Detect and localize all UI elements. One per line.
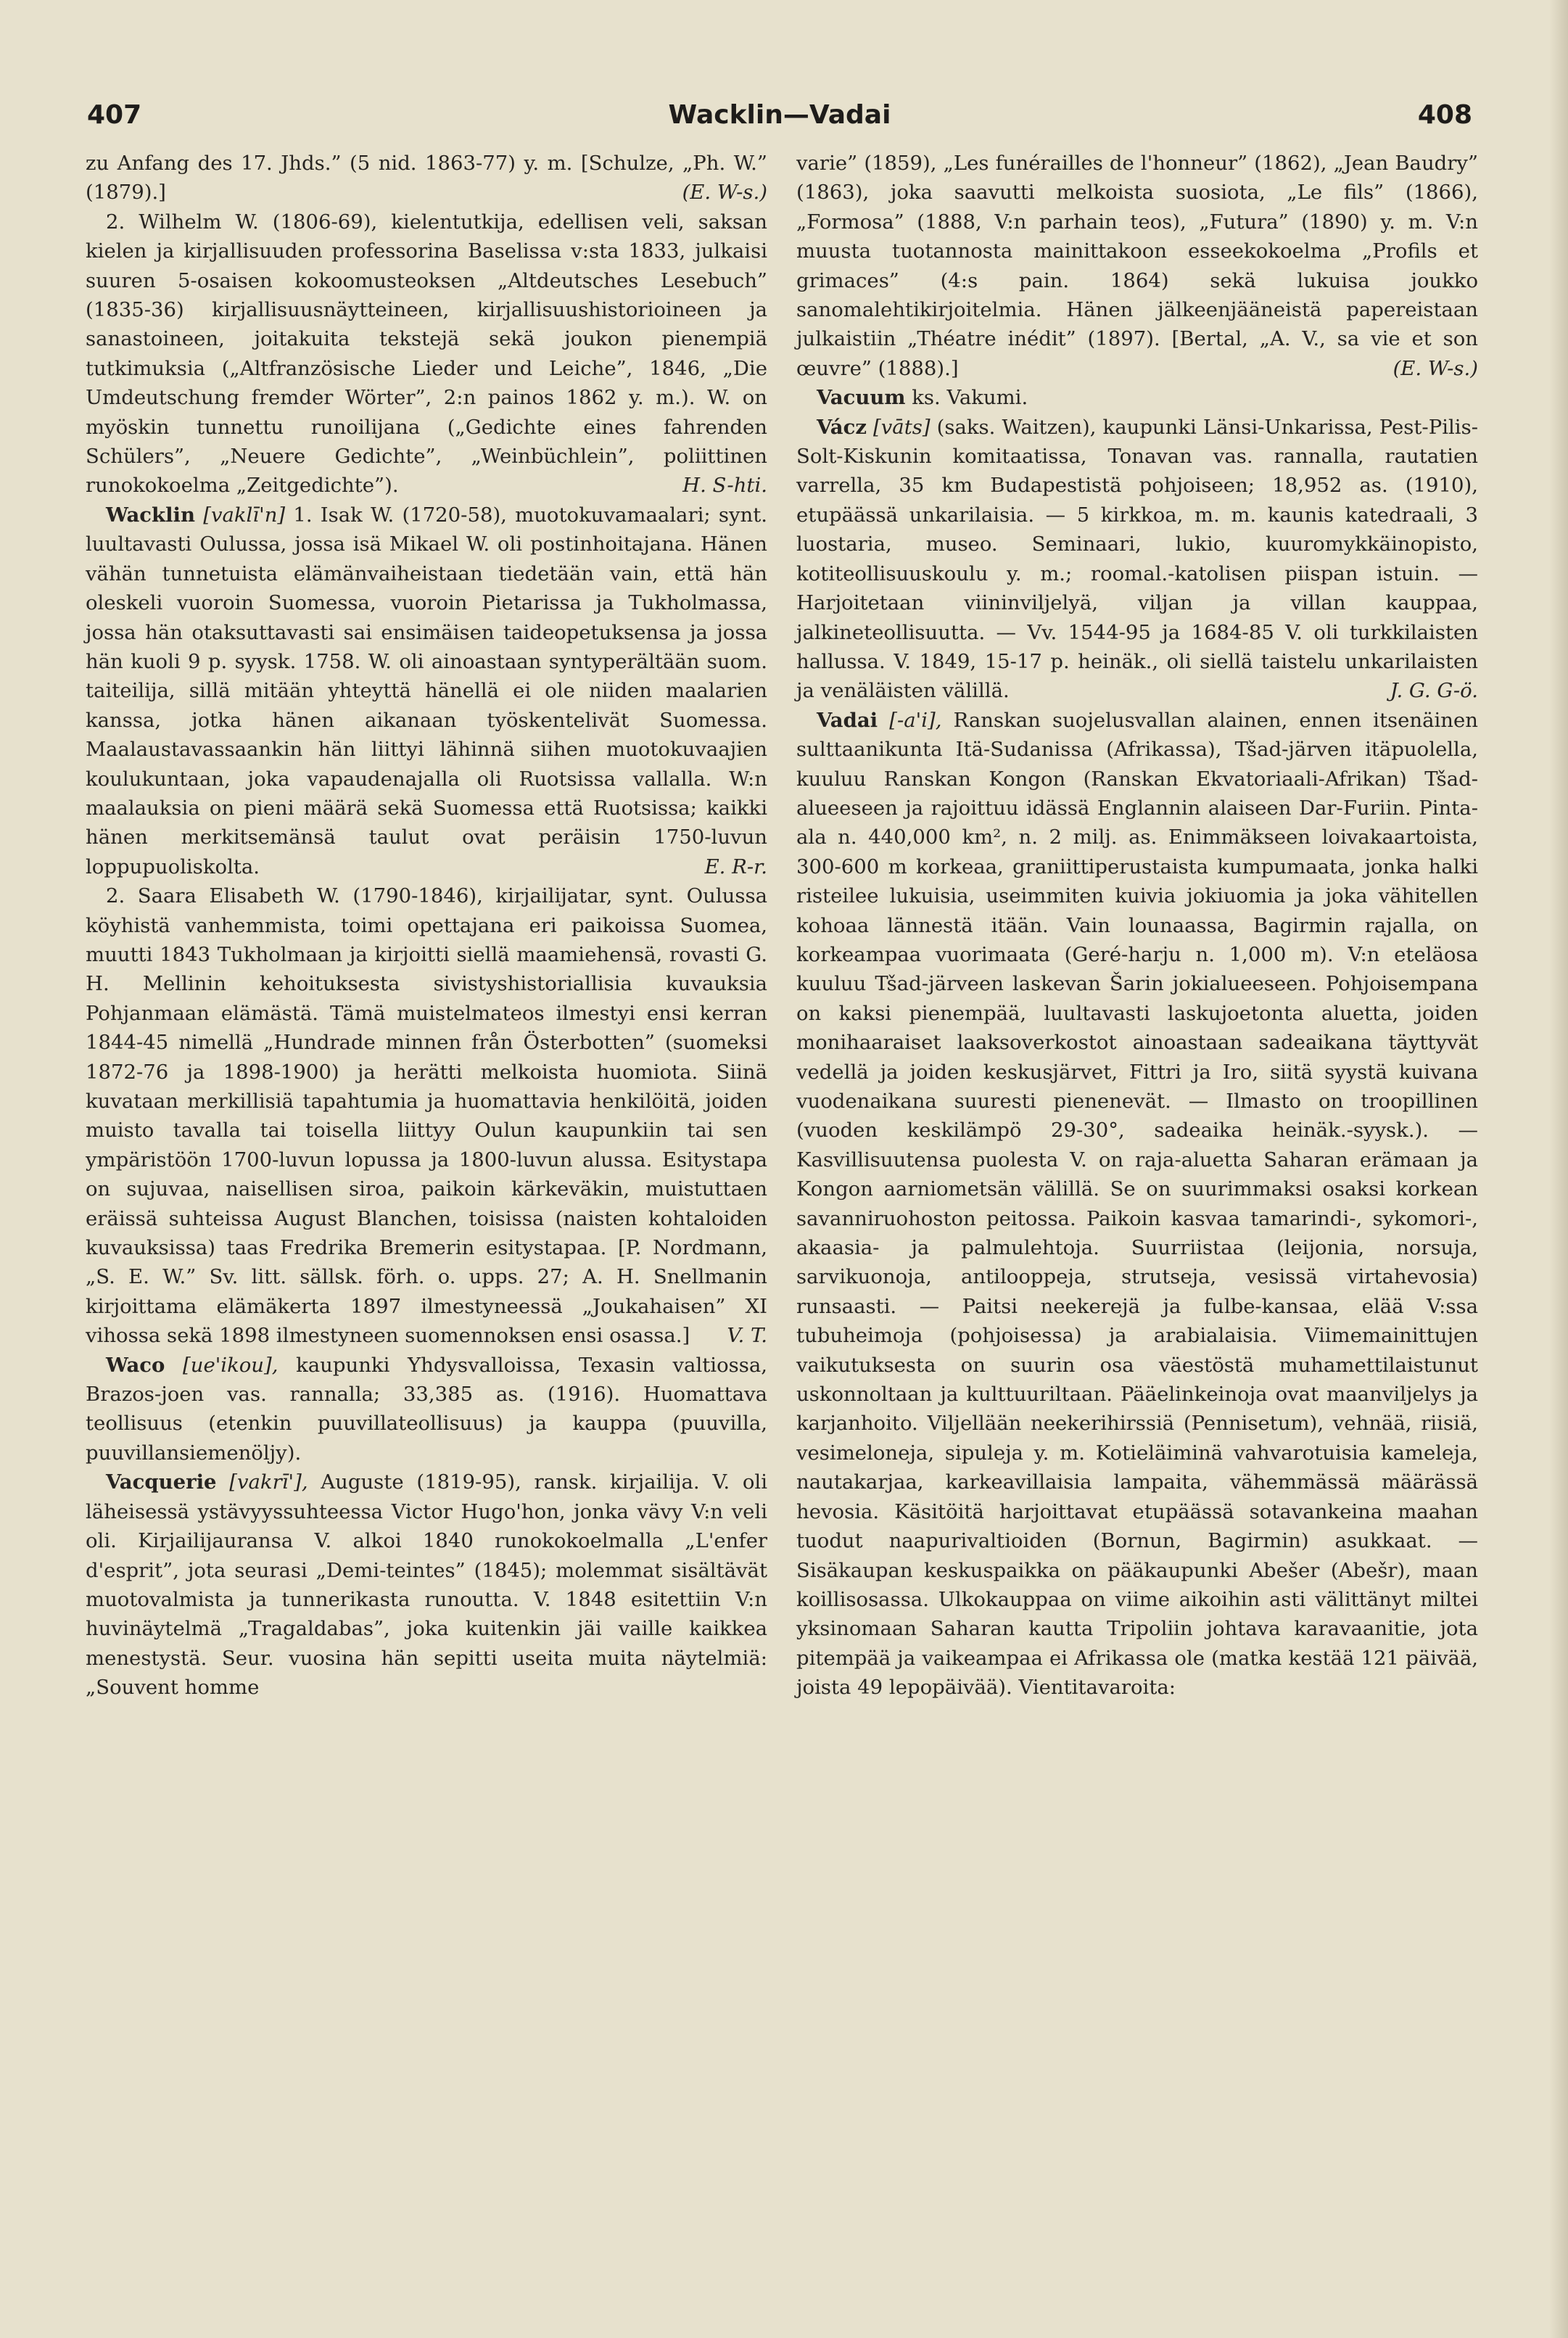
entry-pronunciation: [vakrī'], — [229, 1470, 308, 1494]
entry-signature: (E. W-s.) — [1392, 356, 1478, 380]
right-column — [796, 149, 1478, 1703]
entry-pronunciation: [-a'i], — [889, 708, 942, 732]
entry-paragraph — [86, 207, 767, 501]
entry-paragraph — [796, 706, 1478, 1703]
entry-pronunciation: [vaklī'n] — [203, 503, 286, 527]
entry-signature: J. G. G-ö. — [1390, 679, 1478, 703]
left-column — [86, 149, 767, 1703]
entry-signature: V. T. — [727, 1324, 767, 1348]
entry-paragraph — [796, 383, 1478, 412]
entry-paragraph — [86, 149, 767, 207]
page-header — [87, 93, 1472, 133]
entry-headword: Vácz — [817, 415, 867, 439]
entry-pronunciation: [ue'ikou], — [183, 1353, 278, 1377]
entry-signature: E. R-r. — [704, 855, 767, 878]
entry-paragraph — [86, 501, 767, 881]
right-page-number: 408 — [1417, 100, 1472, 130]
entry-paragraph — [86, 1468, 767, 1702]
entry-text: ks. Vakumi. — [912, 386, 1028, 410]
entry-text: (saks. Waitzen), kaupunki Länsi-Unkarissa, Pest-Pilis-Solt-Kiskunin komitaatissa, Tonavan vas. rannalla, rautatien varrella, 35 km Budapestistä pohjoiseen; 18,952 as. (1910), etupäässä unkarilaisia. — 5 kirkkoa, m. m. kaunis katedraali, 3 luostaria, museo. Seminaari, lukio, kuuromykkäinopisto, kotiteollisuuskoulu y. m.; roomal.-katolisen piispan istuin. — Harjoitetaan viininviljelyä, viljan ja villan kauppaa, jalkineteollisuutta. — Vv. 1544-95 ja 1684-85 V. oli turkkilaisten hallussa. V. 1849, 15-17 p. heinäk., oli siellä taistelu unkarilaisten ja venäläisten välillä. — [796, 415, 1478, 703]
entry-paragraph — [796, 149, 1478, 383]
entry-signature: H. S-hti. — [682, 474, 767, 498]
page-edge-shadow — [1549, 0, 1568, 2338]
entry-headword: Waco — [106, 1353, 165, 1377]
entry-pronunciation: [vāts] — [873, 415, 931, 439]
entry-text: varie” (1859), „Les funérailles de l'honneur” (1862), „Jean Baudry” (1863), joka saavutti melkoista suosiota, „Le fils” (1866), „Formosa” (1888, V:n parhain teos), „Futura” (1890) y. m. V:n muusta tuotannosta mainittakoon esseekokoelma „Profils et grimaces” (4:s pain. 1864) sekä lukuisa joukko sanomalehtikirjoitelmia. Hänen jälkeenjääneistä papereistaan julkaistiin „Théatre inédit” (1897). [Bertal, „A. V., sa vie et son œuvre” (1888).] — [796, 152, 1478, 380]
entry-headword: Vacuum — [817, 386, 906, 410]
entry-text: zu Anfang des 17. Jhds.” (5 nid. 1863-77) y. m. [Schulze, „Ph. W.” (1879).] — [86, 152, 767, 205]
entry-paragraph — [796, 413, 1478, 706]
entry-text: kaupunki Yhdysvalloissa, Texasin valtiossa, Brazos-joen vas. rannalla; 33,385 as. (1916). Huomattava teollisuus (etenkin puuvillateollisuus) ja kauppa (puuvilla, puuvillansiemenöljy). — [86, 1353, 768, 1465]
running-title: Wacklin—Vadai — [668, 100, 891, 130]
entry-headword: Vacquerie — [106, 1470, 217, 1494]
entry-headword: Wacklin — [106, 503, 195, 527]
entry-headword: Vadai — [817, 708, 878, 732]
entry-text: Auguste (1819-95), ransk. kirjailija. V. oli läheisessä ystävyyssuhteessa Victor Hugo'hon, jonka vävy V:n veli oli. Kirjailijauransa V. alkoi 1840 runokokoelmalla „L'enfer d'esprit”, jota seurasi „Demi-teintes” (1845); molemmat sisältävät muotovalmista ja tunnerikasta runoutta. V. 1848 esitettiin V:n huvinäytelmä „Tragaldabas”, joka kuitenkin jäi vaille kaikkea menestystä. Seur. vuosina hän sepitti useita muita näytelmiä: „Souvent homme — [86, 1470, 767, 1700]
entry-text: Ranskan suojelusvallan alainen, ennen itsenäinen sulttaanikunta Itä-Sudanissa (Afrikassa), Tšad-järven itäpuolella, kuuluu Ranskan Kongon (Ranskan Ekvatoriaali-Afrikan) Tšad-alueeseen ja rajoittuu idässä Englannin alaiseen Dar-Furiin. Pinta-ala n. 440,000 km², n. 2 milj. as. Enimmäkseen loivakaartoista, 300-600 m korkeaa, graniittiperustaista kumpumaata, jonka halki risteilee lukuisia, useimmiten kuivia jokiuomia ja joka vähitellen kohoaa lännestä itään. Vain lounaassa, Bagirmin rajalla, on korkeampaa vuorimaata (Geré-harju n. 1,000 m). V:n eteläosa kuuluu Tšad-järveen laskevan Šarin jokialueeseen. Pohjoisempana on kaksi pienempää, luultavasti laskujoetonta aluetta, joiden monihaaraiset laaksoverkostot ainoastaan sadeaikana täyttyvät vedellä ja joiden keskusjärvet, Fittri ja Iro, siitä syystä kuivana vuodenaikana suuresti pienenevät. — Ilmasto on troopillinen (vuoden keskilämpö 29-30°, sadeaika heinäk.-syysk.). — Kasvillisuutensa puolesta V. on raja-aluetta Saharan erämaan ja Kongon aarniometsän välillä. Se on suurimmaksi osaksi korkean savanniruohoston peitossa. Paikoin kasvaa tamarindi-, sykomori-, akaasia- ja palmulehtoja. Suurriistaa (leijonia, norsuja, sarvikuonoja, antilooppeja, strutseja, vesissä virtahevosia) runsaasti. — Paitsi neekerejä ja fulbe-kansaa, elää V:ssa tubuheimoja (pohjoisessa) ja arabialaisia. Viimemainittujen vaikutuksesta on suurin osa väestöstä muhamettilaistunut uskonnoltaan ja kulttuuriltaan. Pääelinkeinoja ovat maanviljelys ja karjanhoito. Viljellään neekerihirssiä (Pennisetum), vehnää, riisiä, vesimeloneja, sipuleja y. m. Kotieläiminä vahvarotuisia kameleja, nautakarjaa, karkeavillaisia lampaita, vähemmässä määrässä hevosia. Käsitöitä harjoittavat etupäässä sotavankeina maahan tuodut naapurivaltioiden (Bornun, Bagirmin) asukkaat. — Sisäkaupan keskuspaikka on pääkaupunki Abešer (Abešr), maan koillisosassa. Ulkokauppaa on viime aikoihin asti välittänyt miltei yksinomaan Saharan kautta Tripoliin johtava karavaanitie, jota pitempää ja vaikeampaa ei Afrikassa ole (matka kestää 121 päivää, joista 49 lepopäivää). Vientitavaroita: — [796, 708, 1478, 1700]
entry-text: 2. Wilhelm W. (1806-69), kielentutkija, edellisen veli, saksan kielen ja kirjallisuuden professorina Baselissa v:sta 1833, julkaisi suuren 5-osaisen kokoomusteoksen „Altdeutsches Lesebuch” (1835-36) kirjallisuusnäytteineen, kirjallisuushistorioineen ja sanastoineen, joitakuita tekstejä sekä joukon pienempiä tutkimuksia („Altfranzösische Lieder und Leiche”, 1846, „Die Umdeutschung fremder Wörter”, 2:n painos 1862 y. m.). W. on myöskin tunnettu runoilijana („Gedichte eines fahrenden Schülers”, „Neuere Gedichte”, „Weinbüchlein”, poliittinen runokokoelma „Zeitgedichte”). — [86, 210, 767, 498]
entry-paragraph — [86, 1351, 767, 1468]
entry-paragraph — [86, 881, 767, 1351]
entry-text: 1. Isak W. (1720-58), muotokuvamaalari; synt. luultavasti Oulussa, jossa isä Mikael W. oli postinhoitajana. Hänen vähän tunnetuista elämänvaiheistaan tiedetään vain, että hän oleskeli vuoroin Suomessa, vuoroin Pietarissa ja Tukholmassa, jossa hän otaksuttavasti sai ensimäisen taideopetuksensa ja jossa hän kuoli 9 p. syysk. 1758. W. oli ainoastaan syntyperältään suom. taiteilija, sillä mitään yhteyttä hänellä ei ole niiden maalarien kanssa, jotka hänen aikanaan työskentelivät Suomessa. Maalaustavassaankin hän liittyi lähinnä siihen muotokuvaajien koulukuntaan, joka vapaudenajalla oli Ruotsissa vallalla. W:n maalauksia on pieni määrä sekä Suomessa että Ruotsissa; kaikki hänen merkitsemänsä taulut ovat peräisin 1750-luvun loppupuoliskolta. — [86, 503, 768, 878]
left-page-number: 407 — [87, 100, 142, 130]
entry-signature: (E. W-s.) — [682, 181, 767, 205]
entry-text: 2. Saara Elisabeth W. (1790-1846), kirjailijatar, synt. Oulussa köyhistä vanhemmista, toimi opettajana eri paikoissa Suomea, muutti 1843 Tukholmaan ja kirjoitti siellä maamiehensä, rovasti G. H. Mellinin kehoituksesta sivistyshistoriallisia kuvauksia Pohjanmaan elämästä. Tämä muistelmateos ilmestyi ensi kerran 1844-45 nimellä „Hundrade minnen från Österbotten” (suomeksi 1872-76 ja 1898-1900) ja herätti melkoista huomiota. Siinä kuvataan merkillisiä tapahtumia ja huomattavia henkilöitä, joiden muisto tavalla tai toisella liittyy Oulun kaupunkiin tai sen ympäristöön 1700-luvun lopussa ja 1800-luvun alussa. Esitystapa on sujuvaa, naisellisen siroa, paikoin kärkeväkin, muistuttaen eräissä suhteissa August Blanchen, toisissa (naisten kohtaloiden kuvauksissa) taas Fredrika Bremerin esitystapaa. [P. Nordmann, „S. E. W.” Sv. litt. sällsk. förh. o. upps. 27; A. H. Snellmanin kirjoittama elämäkerta 1897 ilmestyneessä „Joukahaisen” XI vihossa sekä 1898 ilmestyneen suomennoksen ensi osassa.] — [86, 884, 767, 1348]
